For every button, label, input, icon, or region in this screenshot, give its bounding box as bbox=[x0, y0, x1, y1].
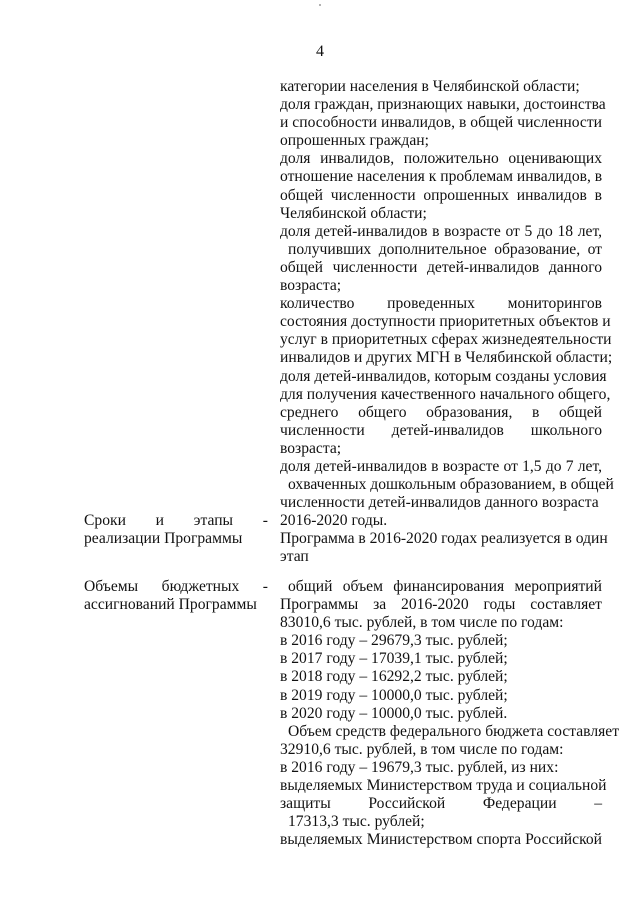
indicator-line: услуг в приоритетных сферах жизнедеятельности bbox=[280, 331, 612, 349]
value-line: в 2016 году – 29679,3 тыс. рублей; bbox=[280, 632, 508, 650]
value-line: 32910,6 тыс. рублей, в том числе по годам: bbox=[280, 740, 564, 758]
indicator-line: численности детей-инвалидов школьного bbox=[280, 421, 602, 439]
indicator-line: состояния доступности приоритетных объектов и bbox=[280, 313, 611, 331]
budget-allocations-value bbox=[280, 578, 620, 849]
indicator-line: категории населения в Челябинской области; bbox=[280, 78, 580, 95]
indicator-line: охваченных дошкольным образованием, в общей bbox=[288, 476, 614, 494]
label-line: ассигнований Программы bbox=[84, 596, 257, 614]
value-line: Программа в 2016-2020 годах реализуется в один bbox=[280, 530, 608, 548]
value-line: Объем средств федерального бюджета составляет bbox=[288, 722, 620, 740]
indicator-line: возраста; bbox=[280, 439, 342, 457]
indicator-line: доля инвалидов, положительно оценивающих bbox=[280, 150, 602, 168]
value-line: выделяемых Министерством труда и социальной bbox=[280, 777, 607, 795]
indicator-line: численности детей-инвалидов данного возраста bbox=[280, 494, 599, 512]
value-line: в 2017 году – 17039,1 тыс. рублей; bbox=[280, 650, 508, 668]
value-line: этап bbox=[280, 548, 309, 566]
value-line: в 2020 году – 10000,0 тыс. рублей. bbox=[280, 704, 508, 722]
value-line: 2016-2020 годы. bbox=[280, 512, 388, 529]
indicator-line: доля детей-инвалидов в возрасте от 1,5 до 7 лет, bbox=[280, 457, 602, 475]
indicator-line: инвалидов и других МГН в Челябинской области; bbox=[280, 349, 613, 367]
value-line: выделяемых Министерством спорта Российской bbox=[280, 831, 602, 849]
budget-allocations-label bbox=[84, 578, 268, 614]
indicator-line: опрошенных граждан; bbox=[280, 132, 429, 150]
value-line: общий объем финансирования мероприятий bbox=[288, 578, 602, 595]
indicator-line: отношение населения к проблемам инвалидов, в bbox=[280, 168, 603, 186]
value-line: в 2016 году – 19679,3 тыс. рублей, из них: bbox=[280, 758, 559, 776]
label-line: Сроки и этапы - bbox=[84, 512, 268, 529]
value-line: в 2019 году – 10000,0 тыс. рублей; bbox=[280, 686, 508, 704]
indicator-line: доля детей-инвалидов, которым созданы условия bbox=[280, 367, 607, 385]
terms-stages-value bbox=[280, 512, 608, 566]
indicator-line: Челябинской области; bbox=[280, 204, 427, 222]
value-line: защиты Российской Федерации – bbox=[280, 795, 602, 813]
indicators-continued bbox=[280, 78, 614, 512]
indicator-line: среднего общего образования, в общей bbox=[280, 403, 602, 421]
indicator-line: количество проведенных мониторингов bbox=[280, 295, 602, 313]
label-line: реализации Программы bbox=[84, 530, 243, 548]
indicator-line: получивших дополнительное образование, от bbox=[288, 240, 602, 258]
label-line: Объемы бюджетных - bbox=[84, 578, 268, 595]
value-line: в 2018 году – 16292,2 тыс. рублей; bbox=[280, 668, 508, 686]
scan-speck bbox=[319, 4, 321, 6]
value-line: 17313,3 тыс. рублей; bbox=[288, 813, 425, 831]
indicator-line: общей численности опрошенных инвалидов в bbox=[280, 186, 602, 204]
indicator-line: для получения качественного начального общего, bbox=[280, 385, 611, 403]
indicator-line: возраста; bbox=[280, 277, 342, 295]
indicator-line: доля детей-инвалидов в возрасте от 5 до 18 лет, bbox=[280, 222, 602, 240]
page-number: 4 bbox=[316, 43, 324, 60]
value-line: Программы за 2016-2020 годы составляет bbox=[280, 596, 602, 614]
terms-stages-label bbox=[84, 512, 268, 548]
indicator-line: общей численности детей-инвалидов данного bbox=[280, 258, 602, 276]
indicator-line: доля граждан, признающих навыки, достоинства bbox=[280, 96, 606, 114]
value-line: 83010,6 тыс. рублей, в том числе по годам: bbox=[280, 614, 564, 632]
indicator-line: и способности инвалидов, в общей численности bbox=[280, 114, 602, 132]
